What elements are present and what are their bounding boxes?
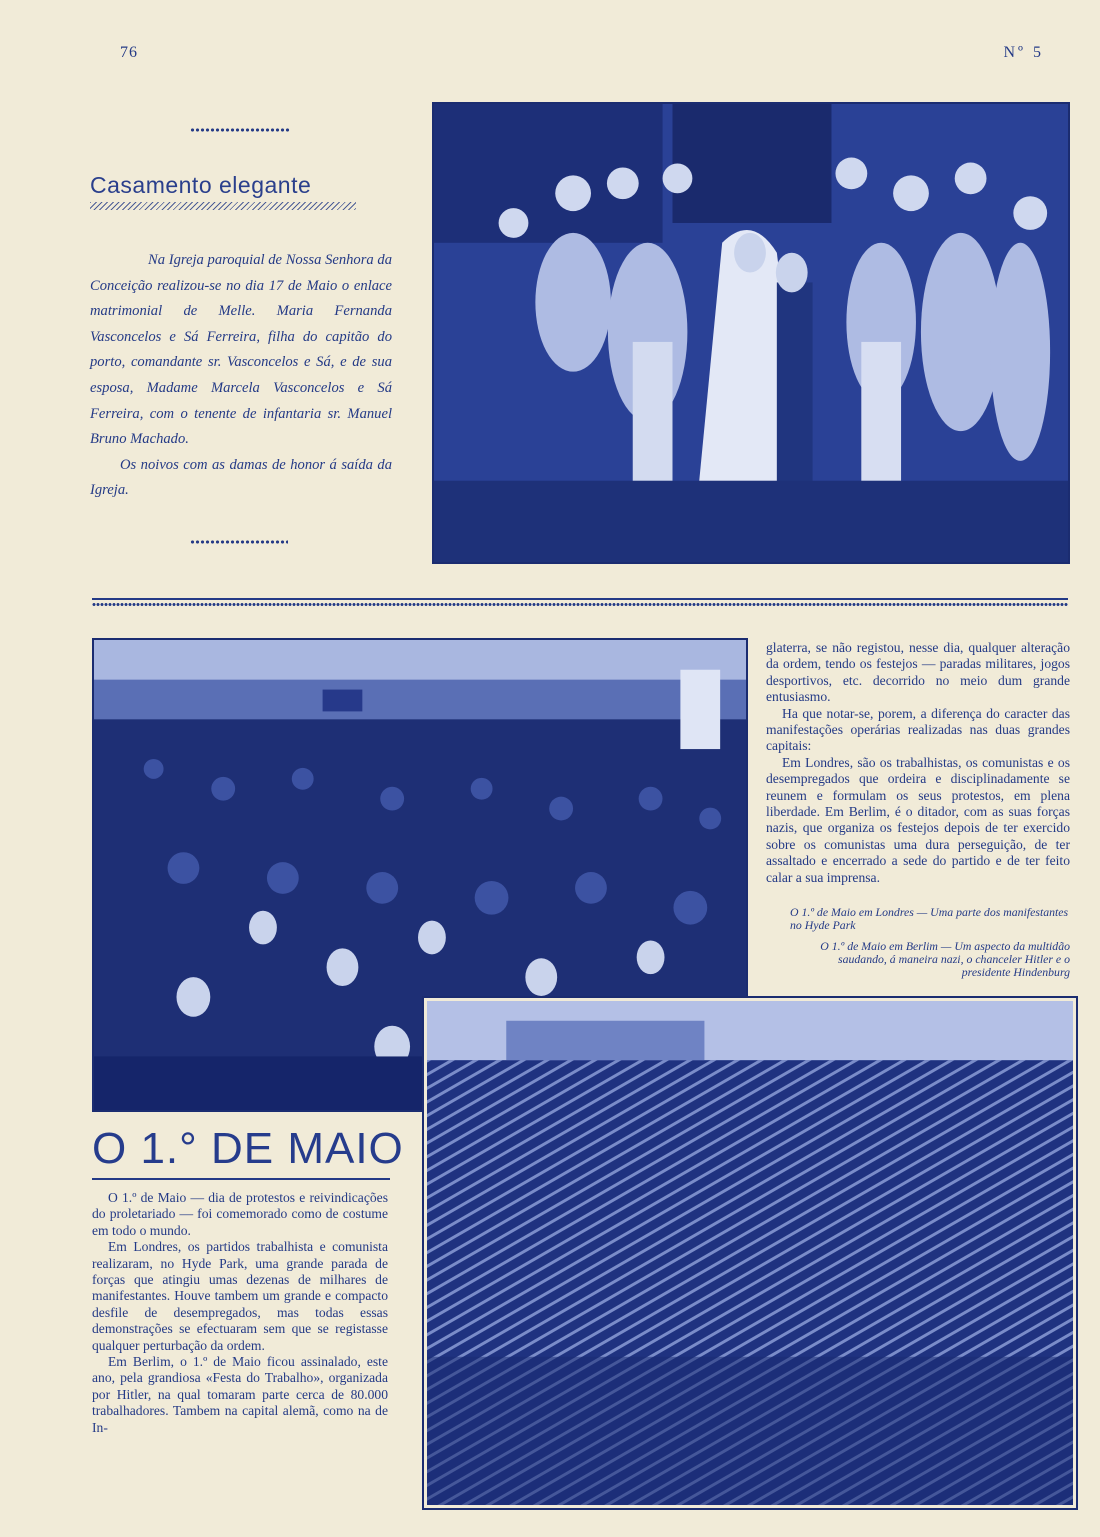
article-paragraph: Em Berlim, o 1.º de Maio ficou assinalado, este ano, pela grandiosa «Festa do Trabalho», organizada por Hitler, na qual tomaram parte cerca de 80.000 trabalhadores. Tambem na capital alemã, como na de In- [92, 1354, 388, 1435]
wedding-article [90, 248, 392, 504]
article-paragraph: Em Londres, os partidos trabalhista e comunista realizaram, no Hyde Park, uma grande parada de forças que atingiu umas dezenas de milhares de manifestantes. Houve tambem um grande e compacto desfile de desempregados, mas todas essas demonstrações se efectuaram sem que se registasse qualquer perturbação da ordem. [92, 1239, 388, 1353]
may-day-title: O 1.° DE MAIO [92, 1124, 404, 1173]
title-underline [90, 202, 356, 210]
wedding-paragraph: Na Igreja paroquial de Nossa Senhora da Conceição realizou-se no dia 17 de Maio o enlace matrimonial de Melle. Maria Fernanda Vasconcelos e Sá Ferreira, filha do capitão do porto, comandante sr. Vasconcelos e Sá, e de sua esposa, Madame Marcela Vasconcelos e Sá Ferreira, com o tenente de infantaria sr. Manuel Bruno Machado. [90, 252, 392, 448]
article-paragraph: O 1.º de Maio — dia de protestos e reivindicações do proletariado — foi comemorado como de costume em todo o mundo. [92, 1190, 388, 1238]
section-divider [92, 598, 1068, 610]
issue-number: Nº 5 [1003, 44, 1044, 61]
page-number: 76 [120, 44, 138, 61]
wedding-photo-image [434, 104, 1068, 562]
wedding-photo [432, 102, 1070, 564]
berlin-crowd-image [427, 1001, 1073, 1505]
wedding-title: Casamento elegante [90, 172, 312, 198]
london-photo-caption: O 1.º de Maio em Londres — Uma parte dos manifestantes no Hyde Park [790, 905, 1069, 932]
top-ornament [190, 127, 290, 133]
berlin-photo [424, 998, 1076, 1508]
wedding-caption: Os noivos com as damas de honor á saída da Igreja. [90, 456, 392, 499]
may-day-title-underline [92, 1178, 390, 1180]
article-paragraph: Em Londres, são os trabalhistas, os comunistas e os desempregados que ordeira e disciplinadamente se reunem e formulam os seus protestos, em plena liberdade. Em Berlim, é o ditador, com as suas forças nazis, que organiza os festejos depois de ter exercido sobre os comunistas uma dura perseguição, de ter assaltado e encerrado a sede do partido e de ter feito calar a sua imprensa. [766, 754, 1070, 885]
may-day-column-1 [92, 1190, 388, 1436]
berlin-photo-caption: O 1.º de Maio em Berlim — Um aspecto da multidão saudando, á maneira nazi, o chanceler Hitler e o presidente Hindenburg [820, 939, 1070, 979]
article-paragraph: glaterra, se não registou, nesse dia, qualquer alteração da ordem, tendo os festejos — paradas militares, jogos desportivos, etc. decorrido no meio dum grande entusiasmo. [766, 640, 1070, 705]
article-paragraph: Ha que notar-se, porem, a diferença do caracter das manifestações operárias realizadas nas duas grandes capitais: [766, 705, 1070, 754]
bottom-ornament [190, 539, 288, 545]
may-day-column-2 [766, 640, 1070, 886]
